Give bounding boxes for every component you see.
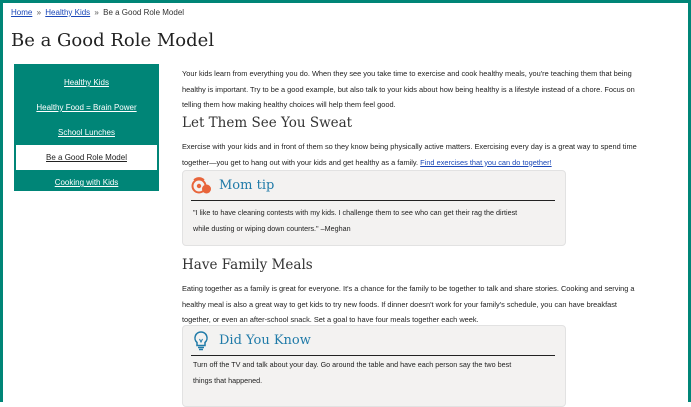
sidebar-item-role-model[interactable]: Be a Good Role Model	[16, 145, 157, 170]
mom-tip-body	[193, 205, 555, 236]
breadcrumb-current: Be a Good Role Model	[103, 8, 185, 17]
sidebar-nav	[14, 64, 159, 191]
intro-line: Your kids learn from everything you do. When they see you take time to exercise and cook healthy meals, you're teaching them that being	[182, 69, 632, 78]
sweat-line: Exercise with your kids and in front of them so they know being physically active matters. Exercising every day is a great way to spend time	[182, 142, 637, 151]
did-you-know-callout	[182, 325, 566, 407]
breadcrumb-separator: »	[94, 8, 99, 17]
find-exercises-link[interactable]: Find exercises that you can do together!	[420, 157, 552, 167]
sidebar-item-cooking-with-kids[interactable]: Cooking with Kids	[54, 178, 119, 187]
lightbulb-icon	[191, 330, 211, 357]
mom-tip-header	[191, 175, 555, 201]
mom-tip-callout	[182, 170, 566, 246]
main-content	[182, 66, 682, 113]
mom-tip-line: "I like to have cleaning contests with my kids. I challenge them to see who can get their rag the dirtiest	[193, 208, 518, 217]
section-heading-sweat: Let Them See You Sweat	[182, 115, 353, 131]
intro-line: telling them how making healthy choices will help them feel good.	[182, 100, 396, 110]
did-you-know-line: things that happened.	[193, 375, 263, 385]
sweat-paragraph	[182, 139, 682, 170]
did-you-know-title: Did You Know	[219, 333, 311, 348]
breadcrumb-home-link[interactable]: Home	[11, 8, 33, 17]
mom-tip-icon	[191, 175, 213, 200]
section-heading-family-meals: Have Family Meals	[182, 257, 313, 273]
mom-tip-line: while dusting or wiping down counters." –Meghan	[193, 223, 351, 233]
did-you-know-line: Turn off the TV and talk about your day. Go around the table and have each person say the two best	[193, 360, 512, 369]
breadcrumb-separator: »	[36, 8, 42, 17]
sidebar-item-healthy-food[interactable]: Healthy Food = Brain Power	[36, 103, 137, 112]
did-you-know-body	[193, 357, 555, 388]
family-meals-paragraph	[182, 281, 682, 328]
page-title: Be a Good Role Model	[11, 30, 215, 51]
intro-line: healthy is important. Try to be a good example, but also talk to your kids about how being healthy is a lifestyle instead of a chore. Focus on	[182, 84, 635, 94]
family-meals-line: together, or even an after-school snack. Set a goal to have four meals together each week.	[182, 315, 479, 325]
breadcrumb	[11, 8, 184, 17]
family-meals-line: Eating together as a family is great for everyone. It's a chance for the family to be together to talk and share stories. Cooking and serving a	[182, 284, 635, 293]
sidebar-item-school-lunches[interactable]: School Lunches	[58, 128, 115, 137]
sidebar-item-healthy-kids[interactable]: Healthy Kids	[64, 78, 109, 87]
sweat-line: together—you get to hang out with your kids and get healthy as a family.	[182, 157, 419, 167]
family-meals-line: healthy meal is also a great way to get kids to try new foods. If dinner doesn't work for your family's schedule, you can have breakfast	[182, 299, 617, 309]
did-you-know-header	[191, 330, 555, 356]
mom-tip-title: Mom tip	[219, 178, 275, 193]
intro-paragraph	[182, 66, 682, 113]
breadcrumb-section-link[interactable]: Healthy Kids	[45, 8, 91, 17]
